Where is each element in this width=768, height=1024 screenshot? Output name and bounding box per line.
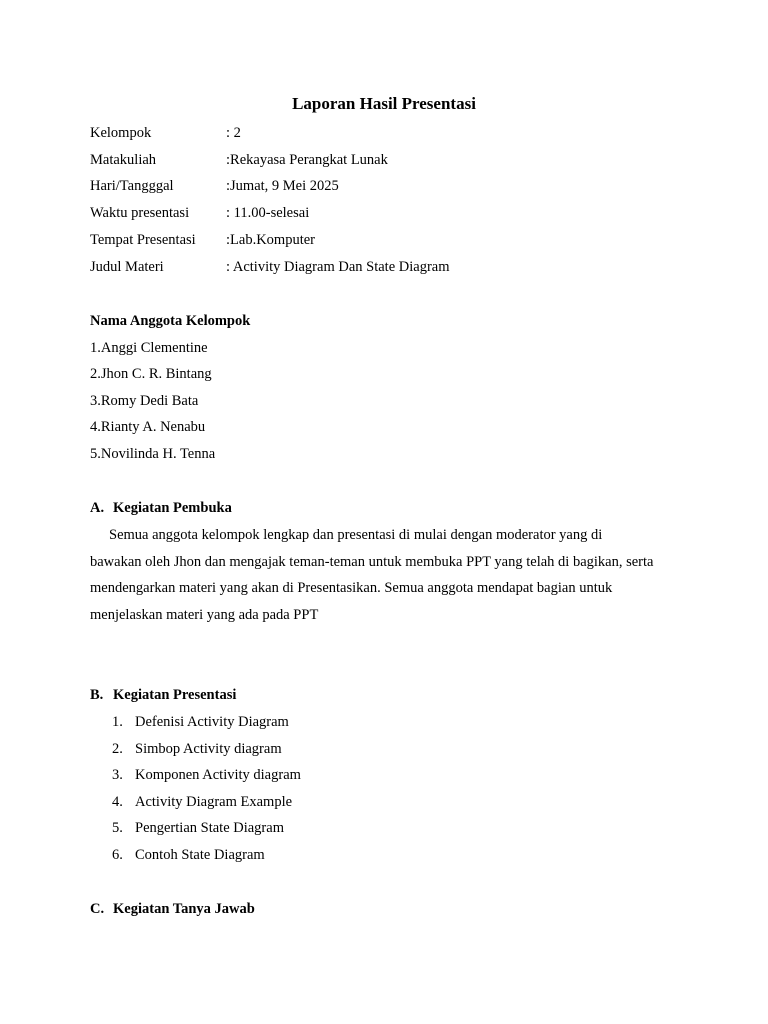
list-number: 6. (112, 847, 123, 863)
info-label: Judul Materi (90, 259, 164, 275)
list-item (112, 792, 292, 812)
list-number: 1. (112, 714, 123, 730)
section-title: Kegiatan Pembuka (113, 500, 232, 516)
document-title: Laporan Hasil Presentasi (292, 94, 476, 113)
paragraph-line: menjelaskan materi yang ada pada PPT (90, 607, 319, 623)
info-label: Kelompok (90, 125, 152, 141)
info-label: Matakuliah (90, 152, 157, 168)
paragraph-line: Semua anggota kelompok lengkap dan presentasi di mulai dengan moderator yang di (109, 527, 603, 543)
list-text: Activity Diagram Example (135, 794, 293, 810)
list-item (112, 739, 282, 759)
list-item (112, 845, 265, 865)
paragraph-line: bawakan oleh Jhon dan mengajak teman-teman untuk membuka PPT yang telah di bagikan, serta (90, 554, 654, 570)
info-value: : 2 (226, 125, 241, 141)
list-item (112, 712, 289, 732)
list-number: 3. (112, 767, 123, 783)
info-value: :Lab.Komputer (226, 232, 315, 248)
info-label: Hari/Tangggal (90, 178, 174, 194)
info-row-matakuliah (90, 150, 690, 170)
list-text: Contoh State Diagram (135, 847, 265, 863)
info-row-tanggal (90, 176, 690, 196)
member-item: 3.Romy Dedi Bata (90, 393, 199, 409)
section-b-heading (90, 685, 236, 705)
member-item: 4.Rianty A. Nenabu (90, 419, 206, 435)
info-row-judul (90, 257, 690, 277)
list-number: 4. (112, 794, 123, 810)
list-text: Pengertian State Diagram (135, 820, 284, 836)
members-heading: Nama Anggota Kelompok (90, 313, 251, 329)
section-marker: C. (90, 901, 105, 917)
list-text: Komponen Activity diagram (135, 767, 301, 783)
list-item (112, 818, 284, 838)
section-title: Kegiatan Presentasi (113, 687, 237, 703)
section-a-heading (90, 498, 232, 518)
info-value: : Activity Diagram Dan State Diagram (226, 259, 450, 275)
list-text: Defenisi Activity Diagram (135, 714, 289, 730)
list-item (112, 765, 301, 785)
info-row-waktu (90, 203, 690, 223)
list-number: 2. (112, 741, 123, 757)
paragraph-line: mendengarkan materi yang akan di Presentasikan. Semua anggota mendapat bagian untuk (90, 580, 613, 596)
info-value: :Rekayasa Perangkat Lunak (226, 152, 388, 168)
info-row-tempat (90, 230, 690, 250)
section-title: Kegiatan Tanya Jawab (113, 901, 255, 917)
member-item: 1.Anggi Clementine (90, 340, 208, 356)
info-label: Waktu presentasi (90, 205, 190, 221)
info-row-kelompok (90, 123, 690, 143)
list-number: 5. (112, 820, 123, 836)
info-value: :Jumat, 9 Mei 2025 (226, 178, 339, 194)
member-item: 5.Novilinda H. Tenna (90, 446, 216, 462)
member-item: 2.Jhon C. R. Bintang (90, 366, 212, 382)
list-text: Simbop Activity diagram (135, 741, 282, 757)
info-value: : 11.00-selesai (226, 205, 310, 221)
section-marker: B. (90, 687, 104, 703)
section-marker: A. (90, 500, 105, 516)
section-c-heading (90, 899, 255, 919)
info-label: Tempat Presentasi (90, 232, 196, 248)
